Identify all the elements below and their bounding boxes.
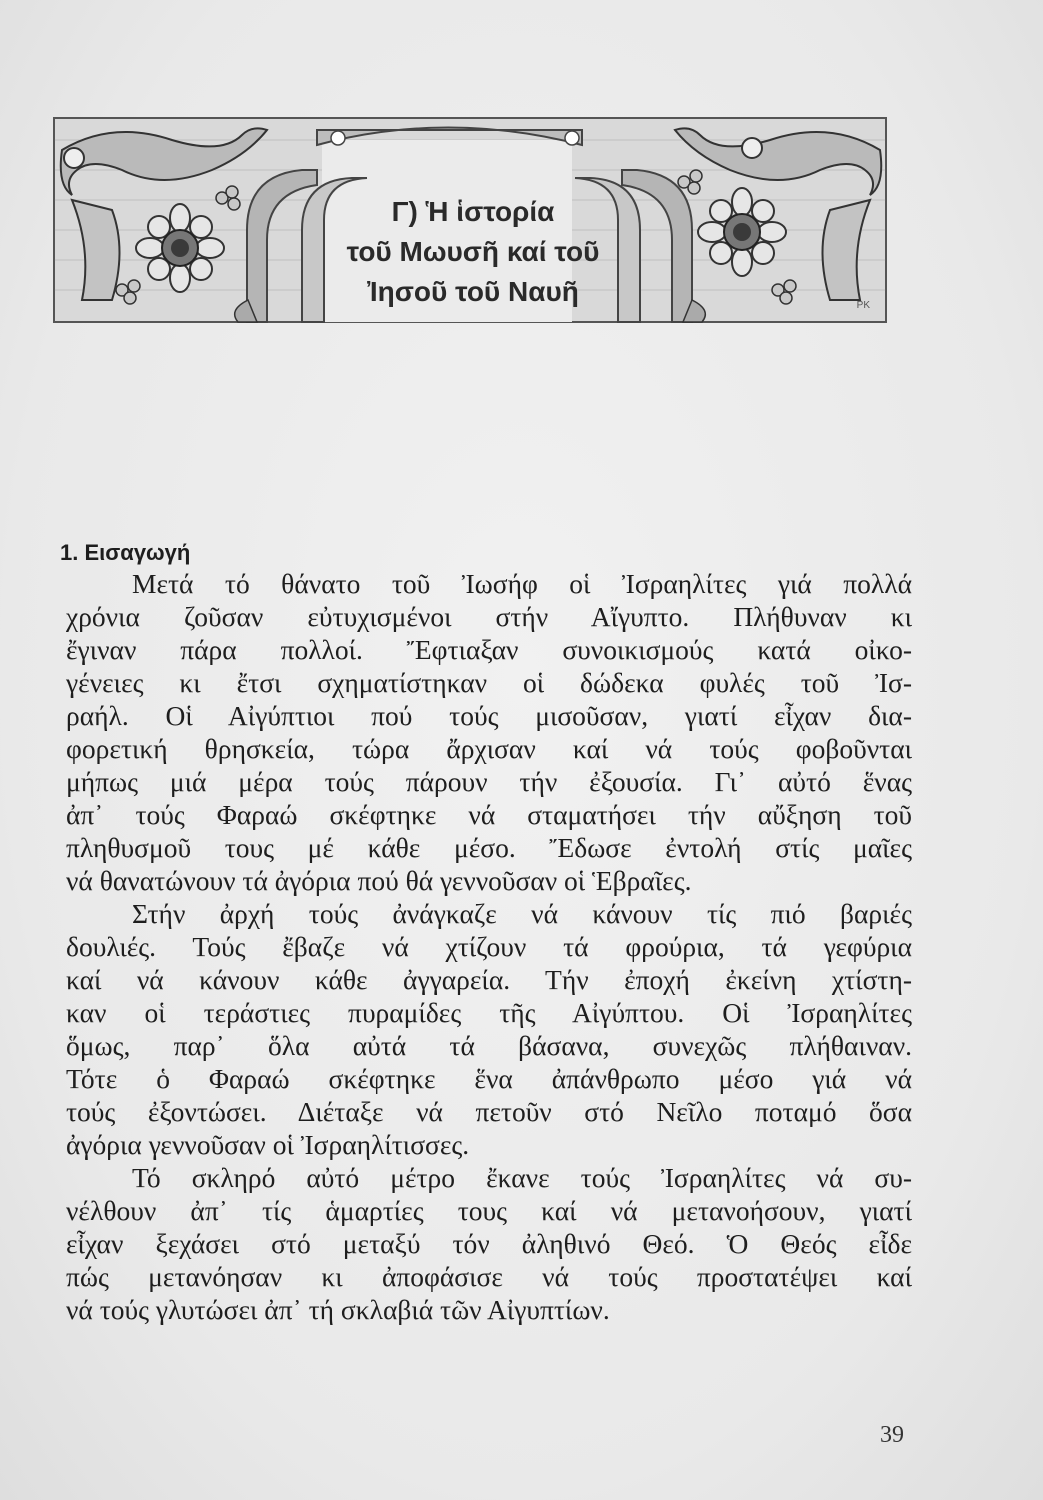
paragraph-3-line: Τό σκληρό αὐτό μέτρο ἔκανε τούς Ἰσραηλίτες νά συ- — [132, 1162, 912, 1193]
paragraph-1-line: γένειες κι ἔτσι σχηματίστηκαν οἱ δώδεκα φυλές τοῦ Ἰσ- — [66, 667, 912, 698]
paragraph-3-line: νά τούς γλυτώσει ἀπ᾿ τή σκλαβιά τῶν Αἰγυπτίων. — [66, 1294, 610, 1325]
paragraph-3-line: εἶχαν ξεχάσει στό μεταξύ τόν ἀληθινό Θεό. Ὁ Θεός εἶδε — [66, 1228, 912, 1259]
chapter-title-line-1: Γ) Ἡ ἱστορία — [391, 196, 555, 227]
artist-signature: PK — [856, 300, 870, 311]
paragraph-1-line: ἔγιναν πάρα πολλοί. Ἔφτιαξαν συνοικισμούς κατά οἰκο- — [66, 634, 912, 665]
paragraph-2-line: καί νά κάνουν κάθε ἀγγαρεία. Τήν ἐποχή ἐκείνη χτίστη- — [66, 964, 912, 995]
paragraph-1-line: φορετική θρησκεία, τώρα ἄρχισαν καί νά τούς φοβοῦνται — [66, 733, 912, 764]
chapter-title — [292, 192, 654, 312]
paragraph-1-line: χρόνια ζοῦσαν εὐτυχισμένοι στήν Αἴγυπτο. Πλήθυναν κι — [66, 601, 912, 632]
paragraph-1-line: ἀπ᾿ τούς Φαραώ σκέφτηκε νά σταματήσει τήν αὔξηση τοῦ — [66, 799, 912, 830]
paragraph-3-line: πώς μετανόησαν κι ἀποφάσισε νά τούς προστατέψει καί — [66, 1261, 912, 1292]
paragraph-2-line: ὅμως, παρ᾿ ὅλα αὐτά τά βάσανα, συνεχῶς πλήθαιναν. — [66, 1030, 912, 1061]
paragraph-1-line: Μετά τό θάνατο τοῦ Ἰωσήφ οἱ Ἰσραηλίτες γιά πολλά — [132, 568, 912, 599]
paragraph-1-line: νά θανατώνουν τά ἀγόρια πού θά γεννοῦσαν οἱ Ἑβραῖες. — [66, 865, 692, 896]
paragraph-3-line: νέλθουν ἀπ᾿ τίς ἁμαρτίες τους καί νά μετανοήσουν, γιατί — [66, 1195, 912, 1226]
chapter-title-line-3: Ἰησοῦ τοῦ Ναυῆ — [367, 276, 579, 307]
body-text — [66, 567, 912, 1326]
paragraph-1-line: πληθυσμοῦ τους μέ κάθε μέσο. Ἔδωσε ἐντολή στίς μαῖες — [66, 832, 912, 863]
paragraph-2-line: Τότε ὁ Φαραώ σκέφτηκε ἕνα ἀπάνθρωπο μέσο γιά νά — [66, 1063, 912, 1094]
paragraph-1-line: μήπως μιά μέρα τούς πάρουν τήν ἐξουσία. Γι᾿ αὐτό ἕνας — [66, 766, 912, 797]
paragraph-1-line: ραήλ. Οἱ Αἰγύπτιοι πού τούς μισοῦσαν, γιατί εἶχαν δια- — [66, 700, 912, 731]
paragraph-2-line: Στήν ἀρχή τούς ἀνάγκαζε νά κάνουν τίς πιό βαριές — [132, 898, 912, 929]
paragraph-2-line: καν οἱ τεράστιες πυραμίδες τῆς Αἰγύπτου. Οἱ Ἰσραηλίτες — [66, 997, 912, 1028]
paragraph-2-line: ἀγόρια γεννοῦσαν οἱ Ἰσραηλίτισσες. — [66, 1129, 470, 1160]
paragraph-2-line: δουλιές. Τούς ἔβαζε νά χτίζουν τά φρούρια, τά γεφύρια — [66, 931, 912, 962]
paragraph-2-line: τούς ἐξοντώσει. Διέταξε νά πετοῦν στό Νεῖλο ποταμό ὅσα — [66, 1096, 912, 1127]
section-heading: 1. Εισαγωγή — [60, 540, 191, 565]
page-number: 39 — [880, 1422, 904, 1448]
chapter-title-line-2: τοῦ Μωυσῆ καί τοῦ — [346, 236, 600, 267]
decorative-header-banner — [52, 100, 890, 328]
